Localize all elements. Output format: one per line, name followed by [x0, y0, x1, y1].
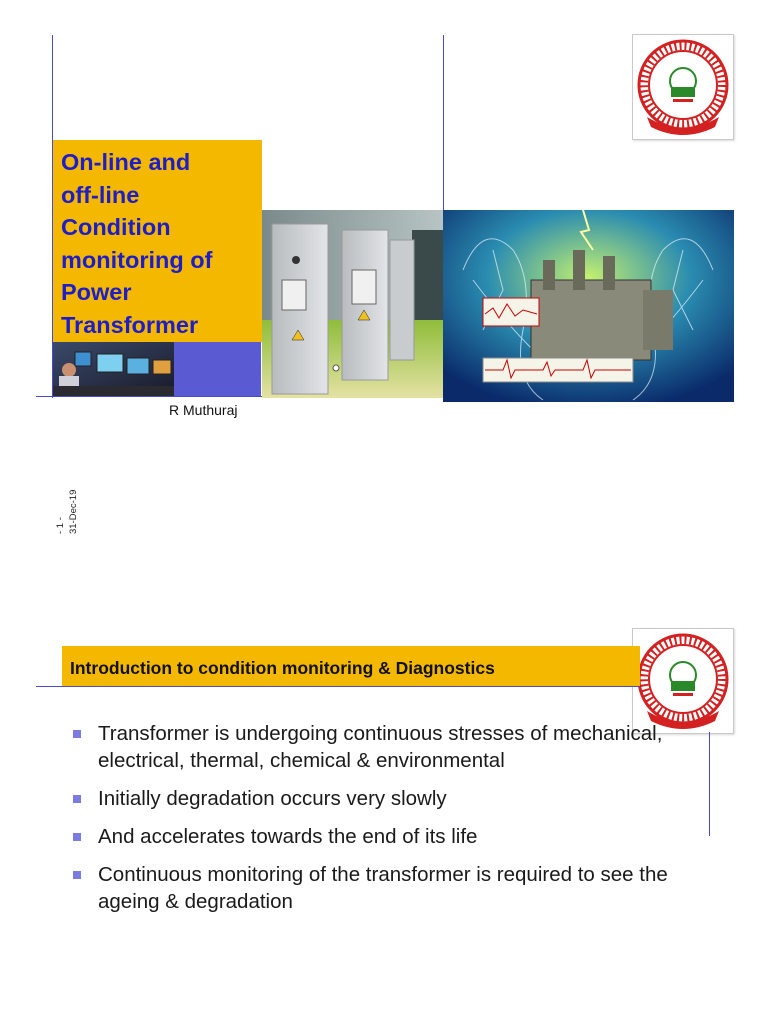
bullet-text: Transformer is undergoing continuous stresses of mechanical, electrical, thermal, chemical & environmental	[98, 722, 663, 772]
transformer-photo	[443, 210, 734, 402]
slide-date: 31-Dec-19	[68, 489, 79, 534]
emblem-icon	[633, 629, 733, 733]
presentation-title: On-line and off-line Condition monitoring of Power Transformer	[61, 149, 213, 338]
square-bullet-icon	[73, 833, 81, 841]
control-room-photo	[53, 342, 174, 396]
switchgear-photo	[262, 210, 443, 398]
square-bullet-icon	[73, 730, 81, 738]
decorative-blue-block	[174, 342, 261, 396]
slide-footer	[54, 474, 82, 534]
emblem-icon	[633, 35, 733, 139]
author-name: R Muthuraj	[169, 402, 238, 418]
bullet-text: Continuous monitoring of the transformer is required to see the ageing & degradation	[98, 863, 668, 913]
transformer-image	[443, 210, 734, 402]
title-block	[53, 140, 262, 342]
square-bullet-icon	[73, 871, 81, 879]
switchgear-image	[262, 210, 443, 398]
section-heading-bar	[62, 646, 640, 686]
control-room-image	[53, 342, 174, 396]
bullet-text: Initially degradation occurs very slowly	[98, 787, 447, 810]
square-bullet-icon	[73, 795, 81, 803]
list-item	[72, 823, 692, 850]
section-heading: Introduction to condition monitoring & Diagnostics	[70, 658, 495, 678]
bullet-text: And accelerates towards the end of its life	[98, 825, 478, 848]
slide1-mid-rule	[443, 35, 444, 210]
bullet-list	[72, 720, 692, 926]
page-number: - 1 -	[55, 517, 66, 534]
slide2-heading-rule	[36, 686, 640, 687]
slide2-right-rule	[709, 732, 710, 836]
list-item	[72, 785, 692, 812]
list-item	[72, 720, 692, 774]
logo-emblem-2	[632, 628, 734, 734]
list-item	[72, 861, 692, 915]
logo-emblem	[632, 34, 734, 140]
